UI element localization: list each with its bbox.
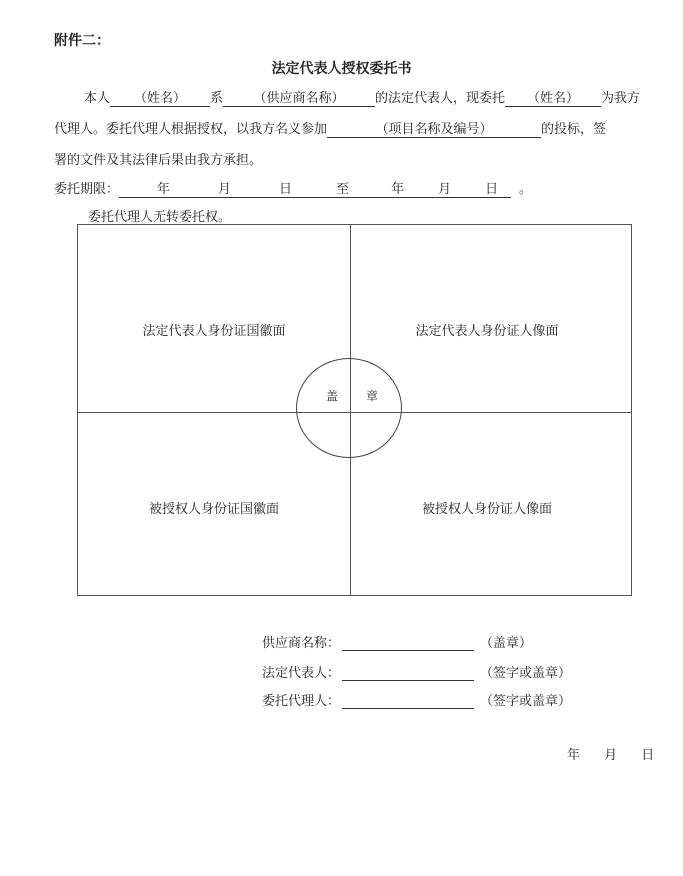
term-end-punct: 。	[519, 182, 533, 197]
project-blank: （项目名称及编号）	[327, 122, 541, 138]
document-title: 法定代表人授权委托书	[271, 61, 412, 77]
term-line	[54, 178, 652, 198]
text-segment: 本人	[84, 91, 111, 106]
name-blank: （姓名）	[110, 91, 210, 107]
seal-char-2: 章	[366, 389, 379, 403]
term-label: 委托期限：	[54, 182, 120, 197]
term-day-2: 日	[485, 182, 499, 197]
signature-note: （签字或盖章）	[480, 666, 572, 681]
signature-row-agent	[248, 690, 571, 709]
term-day: 日	[279, 182, 293, 197]
term-year-2: 年	[391, 182, 405, 197]
paragraph-line-2	[54, 118, 652, 138]
term-month-2: 月	[438, 182, 452, 197]
signature-blank	[342, 694, 474, 709]
signature-blank	[342, 666, 474, 681]
signature-note: （签字或盖章）	[480, 694, 572, 709]
paragraph-line-1	[54, 87, 652, 107]
authorized-person-id-emblem-side: 被授权人身份证国徽面	[148, 502, 279, 517]
text-segment: 为我方	[601, 91, 641, 106]
attachment-heading: 附件二：	[54, 33, 110, 49]
id-card-grid	[77, 224, 632, 596]
seal-circle	[296, 358, 402, 458]
no-transfer-note: 委托代理人无转委托权。	[88, 210, 232, 225]
text-segment: 的投标，签	[541, 122, 607, 137]
text-segment: 系	[210, 91, 224, 106]
signature-label: 供应商名称：	[261, 636, 340, 651]
signature-note: （盖章）	[480, 636, 533, 651]
agent-name-blank: （姓名）	[505, 91, 601, 107]
term-blank	[119, 182, 511, 198]
term-to: 至	[336, 182, 350, 197]
signature-label: 法定代表人：	[261, 666, 340, 681]
signature-row-supplier	[248, 632, 532, 651]
signature-blank	[342, 636, 474, 651]
signature-label: 委托代理人：	[261, 694, 340, 709]
text-segment: 的法定代表人，现委托	[375, 91, 506, 106]
signature-row-legal-rep	[248, 662, 571, 681]
date-line: 年 月 日	[567, 748, 655, 763]
term-month: 月	[218, 182, 232, 197]
paragraph-line-3: 署的文件及其法律后果由我方承担。	[54, 153, 263, 168]
supplier-blank: （供应商名称）	[223, 91, 375, 107]
seal-char-1: 盖	[326, 389, 339, 403]
legal-rep-id-emblem-side: 法定代表人身份证国徽面	[142, 324, 286, 339]
authorized-person-id-portrait-side: 被授权人身份证人像面	[421, 502, 552, 517]
term-year: 年	[157, 182, 171, 197]
text-segment: 代理人。委托代理人根据授权，以我方名义参加	[54, 122, 328, 137]
legal-rep-id-portrait-side: 法定代表人身份证人像面	[415, 324, 559, 339]
